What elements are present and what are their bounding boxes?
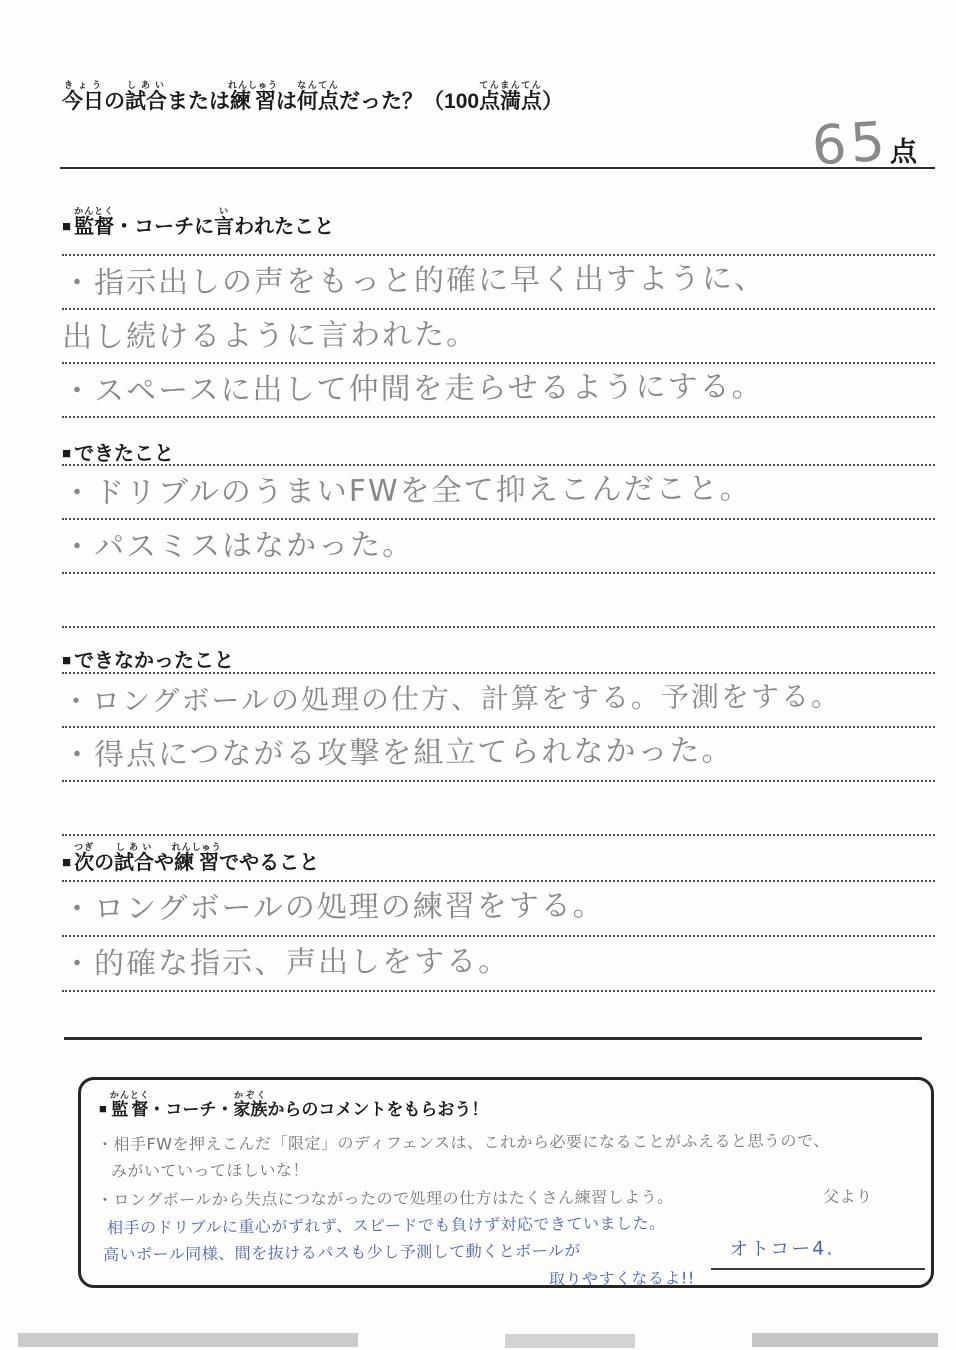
comment-box-title-text: 監督かんとく・コーチ・家族かぞくからのコメントをもらおう！ <box>109 1090 489 1119</box>
page-title: 今日きょうの試合しあいまたは練習れんしゅうは何点なんてんだった？（100点満点てんまんてん） <box>62 80 564 113</box>
comment-box-title <box>99 1090 488 1120</box>
comment-pencil-line: ・相手FWを押えこんだ「限定」のディフェンスは、これから必要になることがふえると思うので、 <box>96 1131 830 1154</box>
ruled-row <box>62 574 935 628</box>
scan-artifact <box>752 1333 938 1347</box>
handwriting-line: ・ドリブルのうまいFWを全て抑えこんだこと。 <box>61 471 752 512</box>
handwriting-line: ・的確な指示、声出しをする。 <box>61 943 511 983</box>
comment-pen-line: 高いボール同様、間を抜けるパスも少し予測して動くとボールが <box>102 1240 581 1265</box>
section-title-not-done <box>62 644 234 673</box>
square-bullet-icon: ■ <box>62 218 72 235</box>
writing-area-done-well <box>62 464 935 628</box>
comment-pencil-line: ・ロングボールから失点につながったので処理の仕方はたくさん練習しよう。 <box>96 1187 674 1210</box>
square-bullet-icon: ■ <box>62 854 72 871</box>
writing-area-not-done <box>62 672 935 836</box>
square-bullet-icon: ■ <box>62 652 72 669</box>
writing-area-coach-said <box>62 254 935 418</box>
writing-area-next-time <box>62 880 935 992</box>
section-title-done-well <box>62 437 174 466</box>
square-bullet-icon: ■ <box>62 445 72 462</box>
section-title-coach-said <box>62 206 334 239</box>
handwriting-line: 出し続けるように言われた。 <box>61 317 479 356</box>
section-title-next-time <box>62 842 319 875</box>
ruled-row <box>62 882 935 937</box>
comment-pen-line: 相手のドリブルに重心がずれず、スピードでも負けず対応できていました。 <box>106 1213 666 1238</box>
handwriting-line: ・スペースに出して仲間を走らせるようにする。 <box>61 369 764 410</box>
ruled-row <box>62 310 935 364</box>
ruled-row <box>62 674 935 728</box>
section-title-text: できなかったこと <box>74 650 235 672</box>
ruled-row <box>62 728 935 782</box>
section-title-text: 次つぎの試合しあいや練習れんしゅうでやること <box>74 842 320 874</box>
signature-underline <box>711 1268 925 1270</box>
ruled-row <box>62 782 935 836</box>
score-underline <box>60 167 935 169</box>
comment-pen-line: 取りやすくなるよ!! <box>548 1268 695 1289</box>
handwriting-line: ・得点につながる攻撃を組立てられなかった。 <box>61 733 734 774</box>
comment-box <box>78 1077 934 1288</box>
ruled-row <box>62 256 935 310</box>
handwriting-line: ・ロングボールの処理の仕方、計算をする。予測をする。 <box>61 679 841 719</box>
section-divider-line <box>64 1037 922 1040</box>
comment-byline-father: 父より <box>822 1186 873 1207</box>
comment-pencil-line: みがいていってほしいな！ <box>110 1160 310 1181</box>
square-bullet-icon: ■ <box>99 1101 107 1116</box>
handwriting-line: ・指示出しの声をもっと的確に早く出すように、 <box>61 261 767 302</box>
scan-artifact <box>18 1333 358 1347</box>
handwriting-line: ・パスミスはなかった。 <box>61 527 415 566</box>
ruled-row <box>62 520 935 574</box>
ruled-row <box>62 937 935 992</box>
section-title-text: 監督かんとく・コーチに言いわれたこと <box>74 206 335 238</box>
score-unit-label: 点 <box>890 137 917 167</box>
score-value-handwritten: 65 <box>809 109 891 178</box>
ruled-row <box>62 466 935 520</box>
handwriting-line: ・ロングボールの処理の練習をする。 <box>61 888 605 928</box>
signature-handwritten: オトコー4. <box>728 1237 835 1261</box>
section-title-text: できたこと <box>74 443 175 465</box>
ruled-row <box>62 364 935 418</box>
scan-artifact <box>505 1334 635 1348</box>
